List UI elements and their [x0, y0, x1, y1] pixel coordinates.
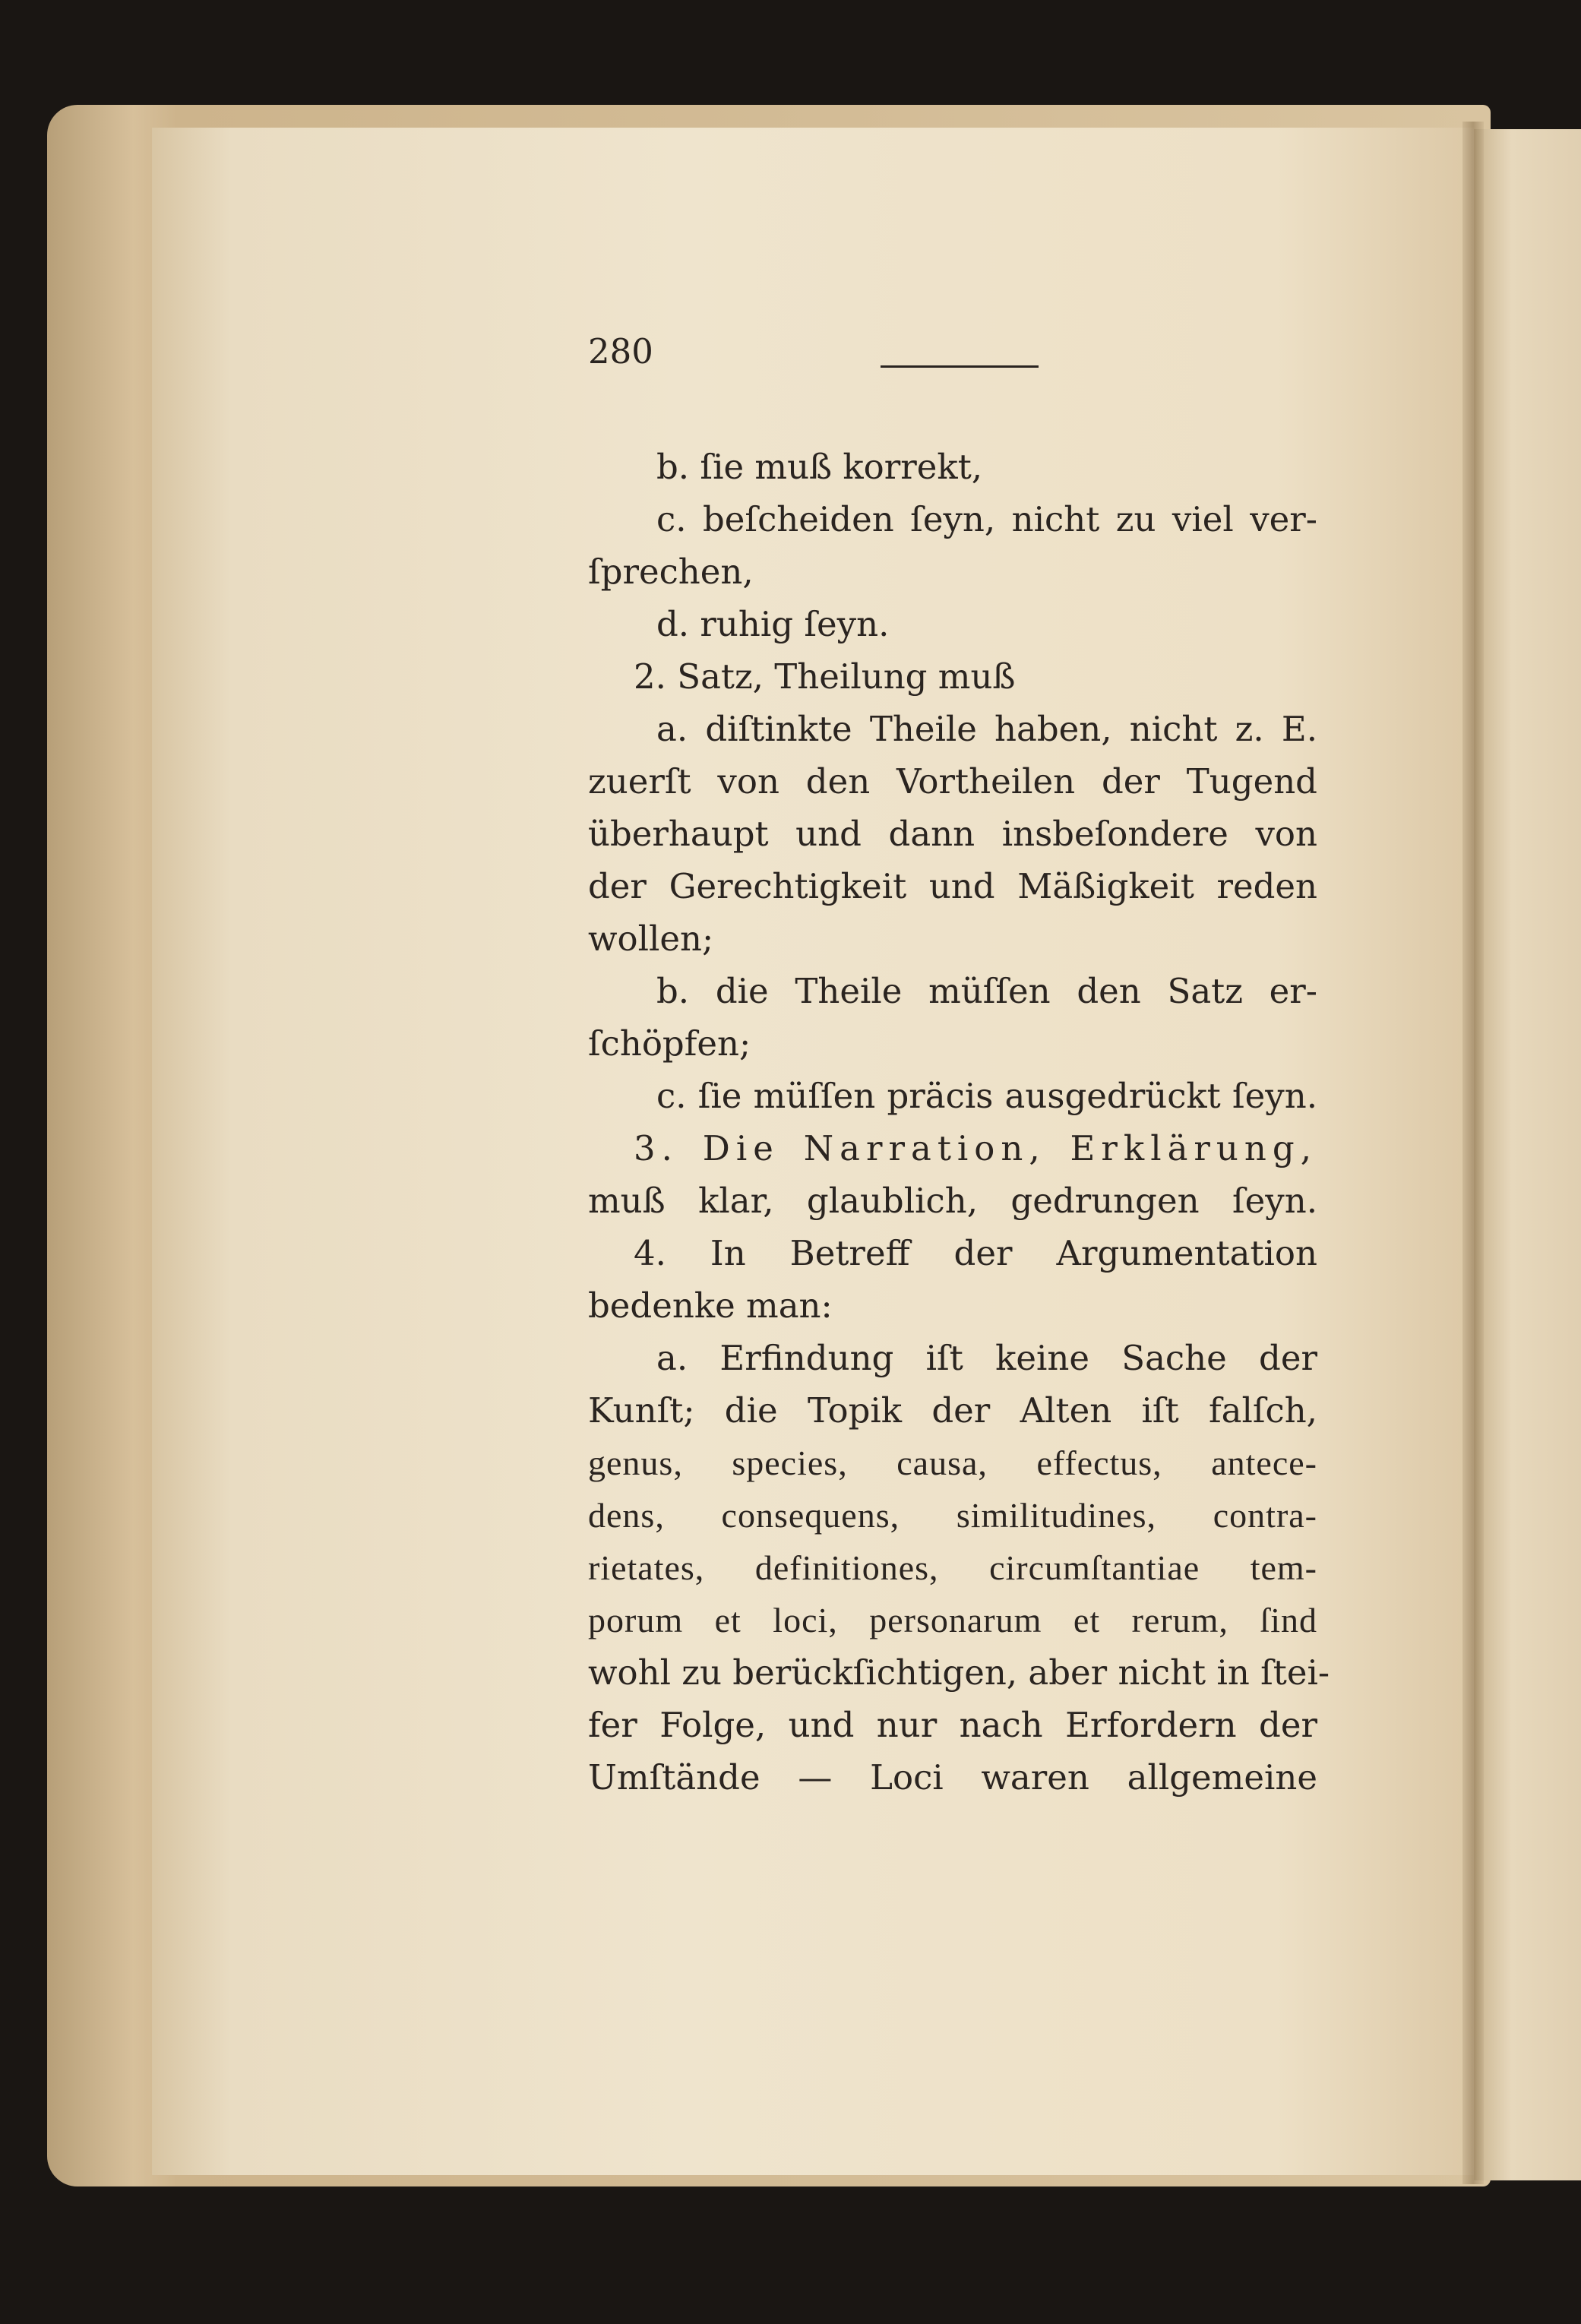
text-line: Kunſt; die Topik der Alten iſt falſch,	[588, 1390, 1317, 1431]
text-line: rietates, definitiones, circumſtantiae tem-	[588, 1548, 1317, 1587]
facing-page-edge	[1474, 129, 1581, 2180]
page-header	[588, 331, 1044, 392]
text-line: wollen;	[588, 919, 714, 959]
text-line: fer Folge, und nur nach Erfordern der	[588, 1705, 1317, 1745]
page-number: 280	[588, 331, 653, 372]
text-line: muß klar, glaublich, gedrungen ſeyn.	[588, 1181, 1317, 1221]
text-line: ſchöpfen;	[588, 1023, 751, 1064]
text-line: 2. Satz, Theilung muß	[634, 656, 1016, 697]
text-line: 4. In Betreff der Argumentation	[634, 1233, 1317, 1273]
text-line: der Gerechtigkeit und Mäßigkeit reden	[588, 866, 1317, 906]
text-line: b. ſie muß korrekt,	[656, 447, 983, 487]
text-line: wohl zu berückſichtigen, aber nicht in ſtei-	[588, 1652, 1330, 1693]
header-rule	[881, 365, 1039, 368]
page-text	[588, 441, 1330, 1804]
text-line: c. beſcheiden ſeyn, nicht zu viel ver-	[656, 499, 1317, 539]
text-line: c. ſie müſſen präcis ausgedrückt ſeyn.	[656, 1076, 1317, 1116]
text-line: überhaupt und dann insbeſondere von	[588, 814, 1317, 854]
text-line: porum et loci, personarum et rerum, ſind	[588, 1601, 1317, 1639]
text-line: d. ruhig ſeyn.	[656, 604, 890, 644]
text-line: a. Erfindung iſt keine Sache der	[656, 1338, 1317, 1378]
text-line: zuerſt von den Vortheilen der Tugend	[588, 761, 1317, 802]
text-line: a. diſtinkte Theile haben, nicht z. E.	[656, 709, 1317, 749]
text-line: 3. Die Narration, Erklärung,	[634, 1128, 1317, 1168]
spine-shadow	[1462, 122, 1484, 2184]
text-line: dens, consequens, similitudines, contra-	[588, 1496, 1317, 1535]
text-line: b. die Theile müſſen den Satz er-	[656, 971, 1317, 1011]
text-line: ſprechen,	[588, 552, 754, 592]
text-line: Umſtände — Loci waren allgemeine	[588, 1757, 1317, 1798]
text-line: bedenke man:	[588, 1285, 833, 1326]
text-line: genus, species, causa, effectus, antece-	[588, 1443, 1317, 1482]
